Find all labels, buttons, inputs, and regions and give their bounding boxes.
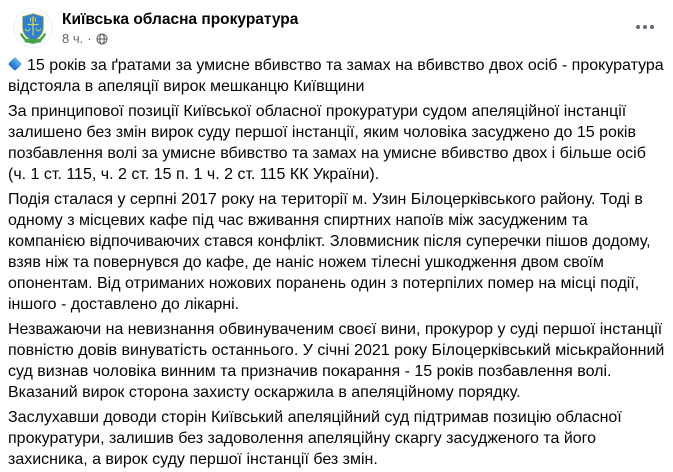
prosecutor-office-emblem-icon <box>13 8 53 48</box>
blue-diamond-icon <box>8 57 22 71</box>
globe-icon <box>96 33 108 45</box>
post-text <box>0 48 673 470</box>
post-header-info <box>62 8 298 46</box>
post-menu-button[interactable] <box>629 13 661 41</box>
post-paragraph-title <box>8 55 665 97</box>
post-header <box>0 0 673 48</box>
post-paragraph: Подія сталася у серпні 2017 року на території м. Узин Білоцерківського району. Тоді в одному з місцевих кафе під час вживання спиртних напоїв між засудженим та компанією відпочиваючих стався конфлікт. Зловмисник після суперечки пішов додому, взяв ніж та повернувся до кафе, де наніс ножем тілесні ушкодження двом своїм опонентам. Від отриманих ножових поранень один з потерпілих помер на місці події, іншого - доставлено до лікарні. <box>8 191 651 313</box>
ellipsis-icon <box>636 25 640 29</box>
timestamp[interactable]: 8 ч. <box>62 31 84 46</box>
meta-separator: · <box>87 31 92 46</box>
post-meta <box>62 31 298 46</box>
post-paragraph: Незважаючи на невизнання обвинуваченим своєї вини, прокурор у суді першої інстанції повністю довів винуватість останнього. У січні 2021 року Білоцерківський міськрайонний суд визнав чоловіка винним та призначив покарання - 15 років позбавлення волі. Вказаний вирок сторона захисту оскаржила в апеляційному порядку. <box>8 321 665 401</box>
page-name[interactable]: Київська обласна прокуратура <box>62 11 299 28</box>
post-paragraph: Заслухавши доводи сторін Київський апеляційний суд підтримав позицію обласної прокуратури, залишив без задоволення апеляційну скаргу засудженого та його захисника, а вирок суду першої інстанції без змін. <box>8 409 622 468</box>
post-title-text: 15 років за ґратами за умисне вбивство та замах на вбивство двох осіб - прокуратура відстояла в апеляції вирок мешканцю Київщини <box>8 57 664 95</box>
post-paragraph: За принципової позиції Київської обласної прокуратури судом апеляційної інстанції залишено без змін вирок суду першої інстанції, яким чоловіка засуджено до 15 років позбавлення волі за умисне вбивство та замах на умисне вбивство двох і більше осіб (ч. 1 ст. 115, ч. 2 ст. 15 п. 1 ч. 2 ст. 115 КК України). <box>8 103 646 183</box>
avatar[interactable] <box>13 8 53 48</box>
